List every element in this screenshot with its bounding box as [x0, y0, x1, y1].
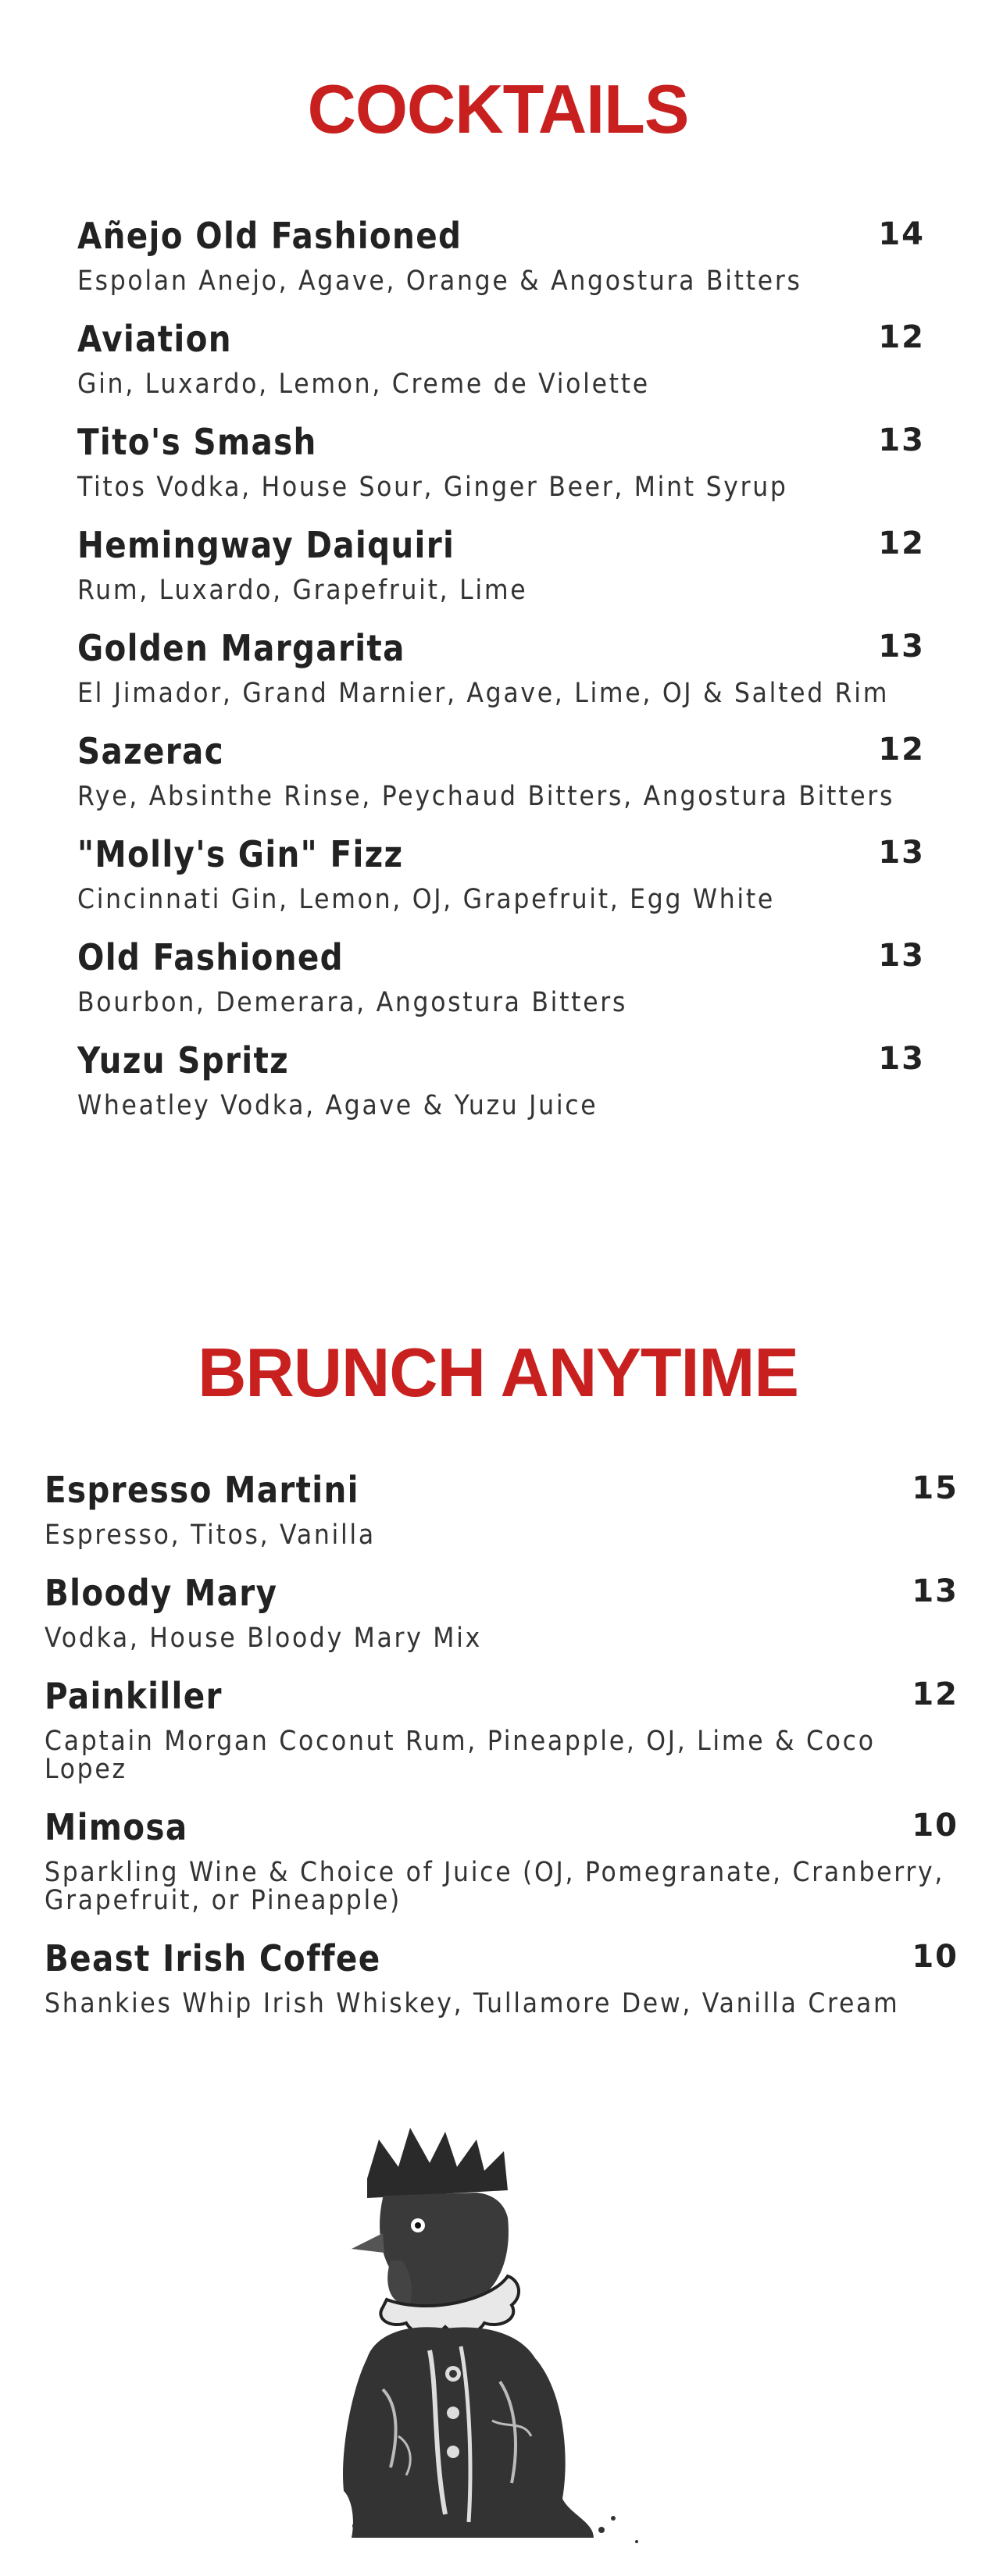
menu-item — [77, 315, 925, 398]
item-description: Cincinnati Gin, Lemon, OJ, Grapefruit, Egg White — [77, 884, 775, 915]
menu-item — [45, 1935, 959, 2018]
item-name: Mimosa — [45, 1806, 188, 1848]
item-price: 13 — [878, 422, 925, 458]
item-description: Titos Vodka, House Sour, Ginger Beer, Mint Syrup — [77, 472, 788, 503]
item-description: Rye, Absinthe Rinse, Peychaud Bitters, Angostura Bitters — [77, 781, 895, 812]
item-name: Bloody Mary — [45, 1572, 278, 1614]
menu-item — [45, 1569, 959, 1652]
item-description: Espresso, Titos, Vanilla — [45, 1520, 376, 1551]
item-description: Vodka, House Bloody Mary Mix — [45, 1623, 482, 1654]
item-description: Captain Morgan Coconut Rum, Pineapple, OJ, Lime & Coco Lopez — [45, 1726, 876, 1785]
rooster-comb — [367, 2128, 508, 2198]
rooster-beak — [352, 2233, 384, 2253]
item-name: Añejo Old Fashioned — [77, 215, 462, 257]
brunch-menu-list — [45, 1466, 959, 2038]
item-name: Beast Irish Coffee — [45, 1937, 381, 1979]
menu-item — [77, 419, 925, 501]
cocktails-section-title: COCKTAILS — [307, 70, 689, 148]
item-name: Hemingway Daiquiri — [77, 524, 455, 566]
item-name: Espresso Martini — [45, 1469, 359, 1511]
item-price: 13 — [878, 835, 925, 871]
item-price: 14 — [878, 216, 925, 252]
item-description: Bourbon, Demerara, Angostura Bitters — [77, 987, 628, 1018]
item-description: Wheatley Vodka, Agave & Yuzu Juice — [77, 1090, 598, 1121]
menu-item — [77, 831, 925, 914]
item-price: 13 — [878, 629, 925, 664]
rooster-illustration-icon — [336, 2124, 648, 2546]
item-description: Shankies Whip Irish Whiskey, Tullamore Dew, Vanilla Cream — [45, 1988, 900, 2019]
item-price: 13 — [878, 938, 925, 974]
item-name: Sazerac — [77, 730, 225, 772]
item-description: Espolan Anejo, Agave, Orange & Angostura Bitters — [77, 265, 802, 297]
item-name: Painkiller — [45, 1675, 223, 1717]
item-name: Aviation — [77, 318, 232, 360]
menu-item — [77, 728, 925, 811]
item-description: Rum, Luxardo, Grapefruit, Lime — [77, 575, 528, 606]
item-price: 10 — [912, 1939, 959, 1975]
menu-item — [77, 625, 925, 707]
item-price: 15 — [912, 1470, 959, 1506]
item-name: Yuzu Spritz — [77, 1039, 290, 1081]
item-price: 13 — [878, 1041, 925, 1077]
item-description: Sparkling Wine & Choice of Juice (OJ, Pomegranate, Cranberry, Grapefruit, or Pineapple) — [45, 1857, 945, 1916]
item-name: Golden Margarita — [77, 627, 405, 669]
item-price: 13 — [912, 1573, 959, 1609]
menu-item — [77, 934, 925, 1017]
item-description: Gin, Luxardo, Lemon, Creme de Violette — [77, 369, 650, 400]
cocktails-menu-list — [77, 212, 925, 1140]
item-price: 12 — [912, 1676, 959, 1712]
menu-item — [45, 1673, 959, 1783]
menu-item — [45, 1804, 959, 1915]
menu-item — [77, 212, 925, 295]
menu-item — [45, 1466, 959, 1549]
item-price: 12 — [878, 319, 925, 355]
item-price: 12 — [878, 732, 925, 768]
item-name: Tito's Smash — [77, 421, 317, 463]
item-description: El Jimador, Grand Marnier, Agave, Lime, OJ & Salted Rim — [77, 678, 890, 709]
item-price: 10 — [912, 1808, 959, 1844]
menu-item — [77, 1037, 925, 1120]
item-name: "Molly's Gin" Fizz — [77, 833, 404, 875]
item-price: 12 — [878, 526, 925, 561]
menu-item — [77, 522, 925, 604]
item-name: Old Fashioned — [77, 936, 344, 978]
brunch-section-title: BRUNCH ANYTIME — [198, 1334, 798, 1411]
